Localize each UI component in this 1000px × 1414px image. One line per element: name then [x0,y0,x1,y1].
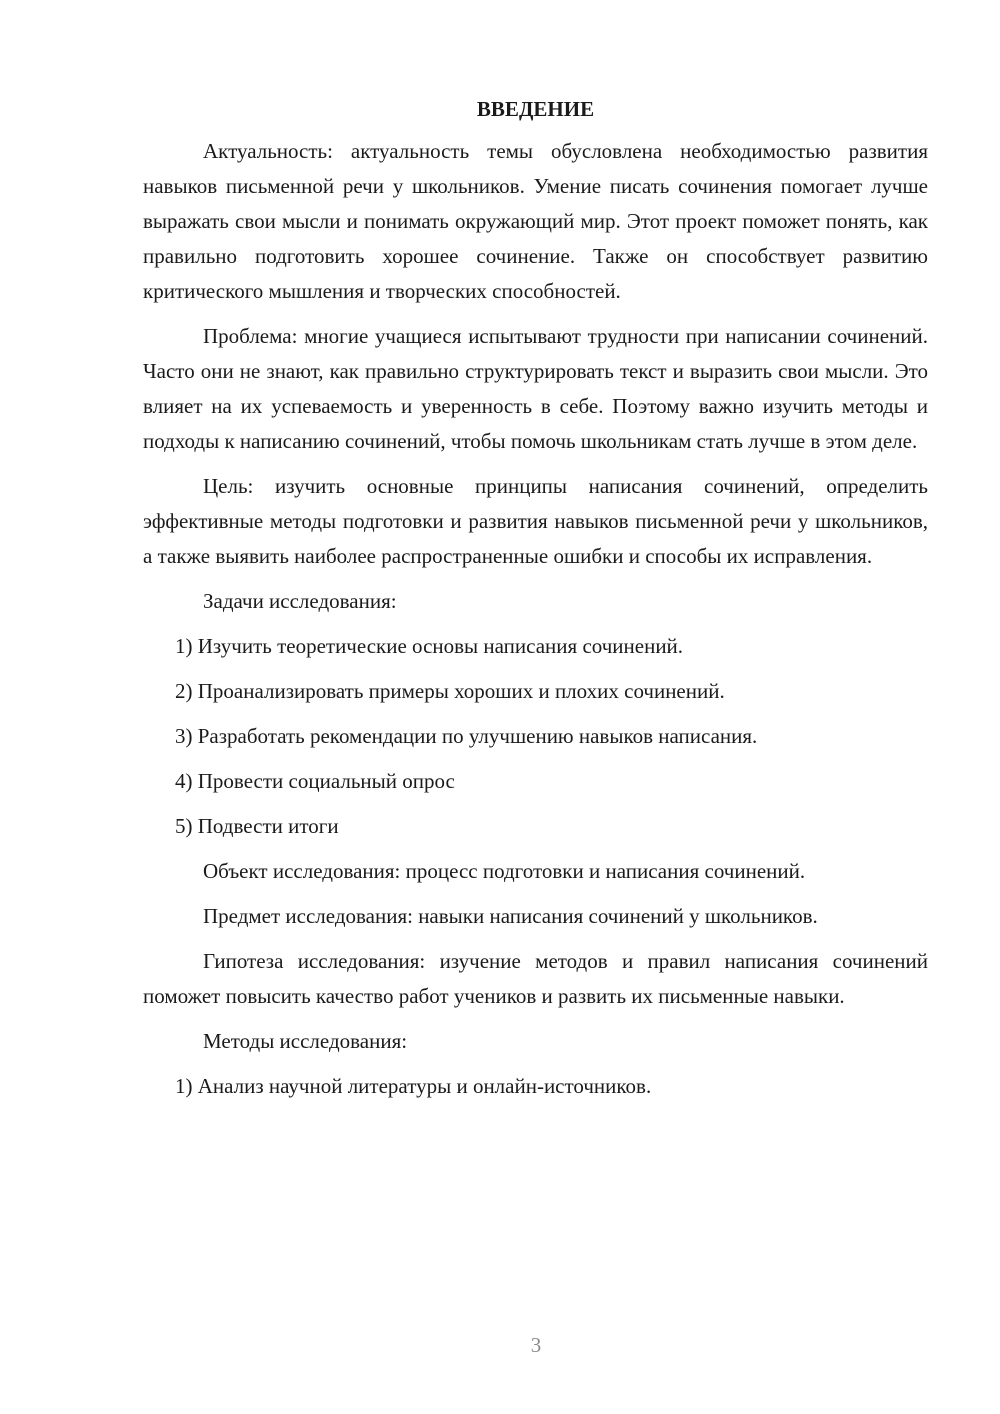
problem-paragraph: Проблема: многие учащиеся испытывают трудности при написании сочинений. Часто они не знают, как правильно структурировать текст и выразить свои мысли. Это влияет на их успеваемость и уверенность в себе. Поэтому важно изучить методы и подходы к написанию сочинений, чтобы помочь школьникам стать лучше в этом деле. [143,324,928,453]
list-item: 5) Подвести итоги [175,814,339,838]
document-page [143,92,928,1114]
relevance-paragraph: Актуальность: актуальность темы обусловлена необходимостью развития навыков письменной речи у школьников. Умение писать сочинения помогает лучше выражать свои мысли и понимать окружающий мир. Этот проект поможет понять, как правильно подготовить хорошее сочинение. Также он способствует развитию критического мышления и творческих способностей. [143,139,928,303]
object-paragraph: Объект исследования: процесс подготовки и написания сочинений. [203,859,806,883]
hypothesis-paragraph: Гипотеза исследования: изучение методов и правил написания сочинений поможет повысить качество работ учеников и развить их письменные навыки. [143,949,928,1008]
list-item: 3) Разработать рекомендации по улучшению навыков написания. [175,724,758,748]
list-item: 1) Анализ научной литературы и онлайн-источников. [175,1074,652,1098]
tasks-title: Задачи исследования: [203,589,397,613]
list-item: 4) Провести социальный опрос [175,769,455,793]
page-number: 3 [530,1333,542,1357]
list-item: 2) Проанализировать примеры хороших и плохих сочинений. [175,679,725,703]
goal-paragraph: Цель: изучить основные принципы написания сочинений, определить эффективные методы подготовки и развития навыков письменной речи у школьников, а также выявить наиболее распространенные ошибки и способы их исправления. [143,474,928,568]
list-item: 1) Изучить теоретические основы написания сочинений. [175,634,684,658]
page-title: ВВЕДЕНИЕ [476,97,595,121]
subject-paragraph: Предмет исследования: навыки написания сочинений у школьников. [203,904,818,928]
methods-title: Методы исследования: [203,1029,408,1053]
